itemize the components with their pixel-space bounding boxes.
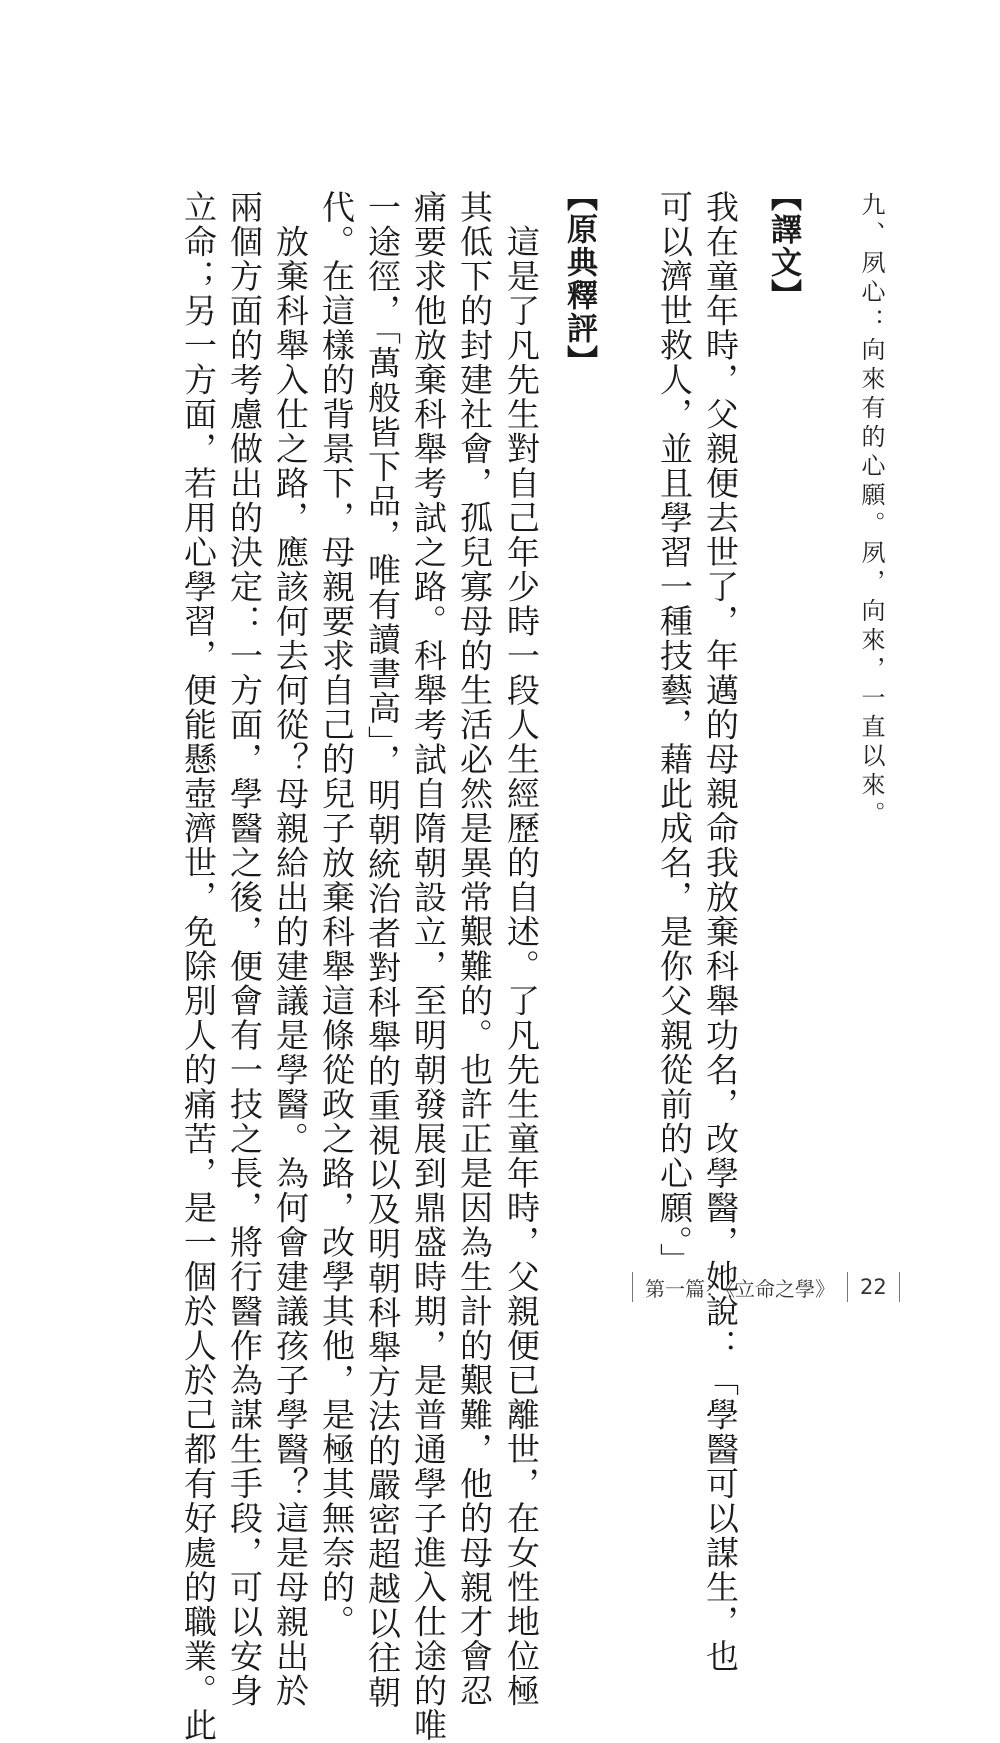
- commentary-line-3: 痛要求他放棄科舉考試之路。科舉考試自隋朝設立，至明朝發展到鼎盛時期，是普通學子進入仕途的唯: [409, 190, 448, 1743]
- commentary-line-4: 一途徑，「萬般皆下品，唯有讀書高」，明朝統治者對科舉的重視以及明朝科舉方法的嚴密超越以往朝: [363, 190, 402, 1710]
- footer-divider-left: [632, 1272, 633, 1302]
- footer-divider-middle: [847, 1272, 848, 1302]
- translation-heading: 【譯文】: [765, 180, 801, 312]
- footer-section-title: 第一篇：《立命之學》: [645, 1276, 835, 1301]
- commentary-line-1: 這是了凡先生對自己年少時一段人生經歷的自述。了凡先生童年時，父親便已離世，在女性地位極: [502, 190, 541, 1708]
- translation-line-2: 可以濟世救人，並且學習一種技藝，藉此成名，是你父親從前的心願。」: [655, 190, 694, 1278]
- translation-line-1: 我在童年時，父親便去世了，年邁的母親命我放棄科舉功名，改學醫，她說：「學醫可以謀生，也: [701, 190, 740, 1674]
- commentary-heading: 【原典釋評】: [561, 180, 597, 378]
- commentary-line-5: 代。在這樣的背景下，母親要求自己的兒子放棄科舉這條從政之路，改學其他，是極其無奈的。: [317, 190, 356, 1639]
- footnote-line: 九、夙心：向來有的心願。夙，向來，一直以來。: [857, 192, 885, 830]
- commentary-line-2: 其低下的封建社會，孤兒寡母的生活必然是異常艱難的。也許正是因為生計的艱難，他的母親才會忍: [455, 190, 494, 1708]
- footer-divider-right: [899, 1272, 900, 1302]
- commentary-line-7: 兩個方面的考慮做出的決定：一方面，學醫之後，便會有一技之長，將行醫作為謀生手段，可以安身: [225, 190, 264, 1708]
- commentary-line-6: 放棄科舉入仕之路，應該何去何從？母親給出的建議是學醫。為何會建議孩子學醫？這是母親出於: [271, 190, 310, 1708]
- commentary-line-8: 立命；另一方面，若用心學習，便能懸壺濟世，免除別人的痛苦，是一個於人於己都有好處的職業。此: [179, 190, 218, 1743]
- page-number: 22: [860, 1275, 887, 1299]
- page-footer: [620, 1269, 912, 1305]
